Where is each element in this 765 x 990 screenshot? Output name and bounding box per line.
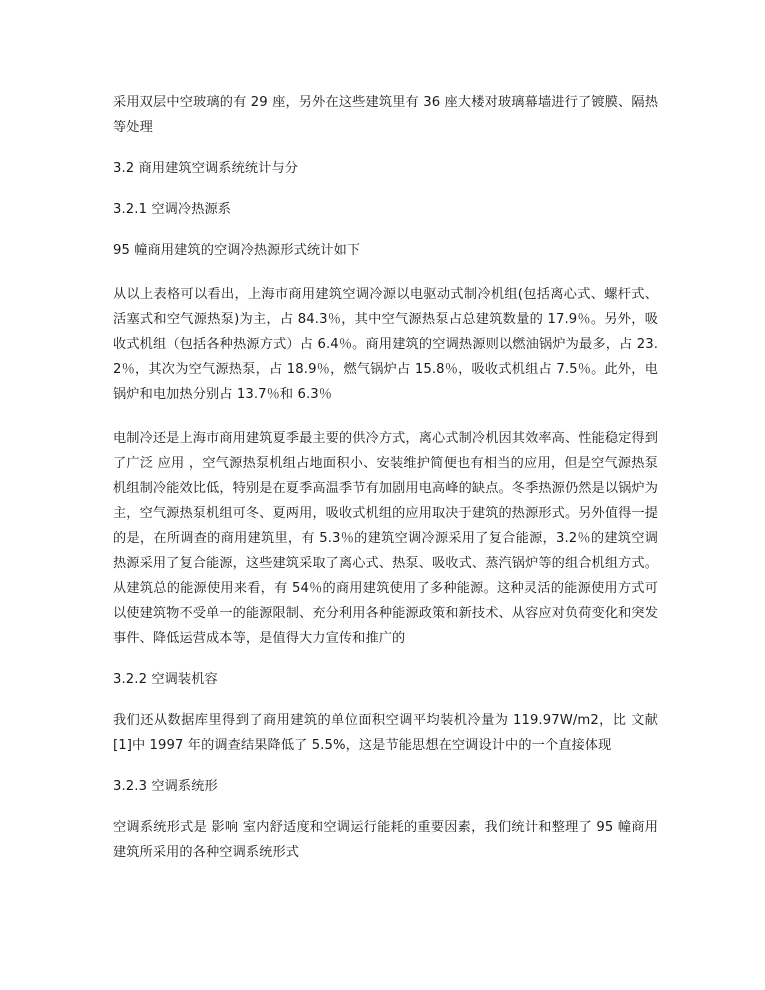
section-heading-3-2-3: 3.2.3 空调系统形 bbox=[113, 779, 218, 794]
paragraph-installed-capacity: 我们还从数据库里得到了商用建筑的单位面积空调平均装机冷量为 119.97W/m2，比 文献 [1]中 1997 年的调查结果降低了 5.5%，这是节能思想在空调设计中的一个直接体现 bbox=[113, 713, 658, 753]
section-heading-3-2-2: 3.2.2 空调装机容 bbox=[113, 672, 218, 687]
section-heading-3-2-1: 3.2.1 空调冷热源系 bbox=[113, 202, 232, 217]
paragraph-electric-cooling: 电制冷还是上海市商用建筑夏季最主要的供冷方式，离心式制冷机因其效率高、性能稳定得到了广泛 应用 ，空气源热泵机组占地面积小、安装维护简便也有相当的应用，但是空气源热泵机组制冷能效比低，特别是在夏季高温季节有加剧用电高峰的缺点。冬季热源仍然是以锅炉为主，空气源热泵机组可冬、夏两用，吸收式机组的应用取决于建筑的热源形式。另外值得一提的是，在所调查的商用建筑里，有 5.3％的建筑空调冷源采用了复合能源，3.2％的建筑空调热源采用了复合能源，这些建筑采取了离心式、热泵、吸收式、蒸汽锅炉等的组合机组方式。从建筑总的能源使用来看，有 54％的商用建筑使用了多种能源。这种灵活的能源使用方式可以使建筑物不受单一的能源限制、充分利用各种能源政策和新技术、从容应对负荷变化和突发事件、降低运营成本等，是值得大力宣传和推广的 bbox=[113, 431, 658, 646]
paragraph-table-intro: 95 幢商用建筑的空调冷热源形式统计如下 bbox=[113, 243, 361, 258]
paragraph-system-forms: 空调系统形式是 影响 室内舒适度和空调运行能耗的重要因素，我们统计和整理了 95 幢商用建筑所采用的各种空调系统形式 bbox=[113, 820, 658, 860]
section-heading-3-2: 3.2 商用建筑空调系统统计与分 bbox=[113, 161, 299, 176]
paragraph-cold-heat-source-stats: 从以上表格可以看出，上海市商用建筑空调冷源以电驱动式制冷机组(包括离心式、螺杆式、活塞式和空气源热泵)为主，占 84.3％，其中空气源热泵占总建筑数量的 17.9％。另外，吸收式机组（包括各种热源方式）占 6.4％。商用建筑的空调热源则以燃油锅炉为最多，占 23.2％，其次为空气源热泵，占 18.9％，燃气锅炉占 15.8％，吸收式机组占 7.5％。此外，电锅炉和电加热分别占 13.7％和 6.3％ bbox=[113, 287, 658, 402]
document-page bbox=[113, 90, 658, 865]
paragraph-glazing: 采用双层中空玻璃的有 29 座，另外在这些建筑里有 36 座大楼对玻璃幕墙进行了镀膜、隔热等处理 bbox=[113, 95, 658, 135]
